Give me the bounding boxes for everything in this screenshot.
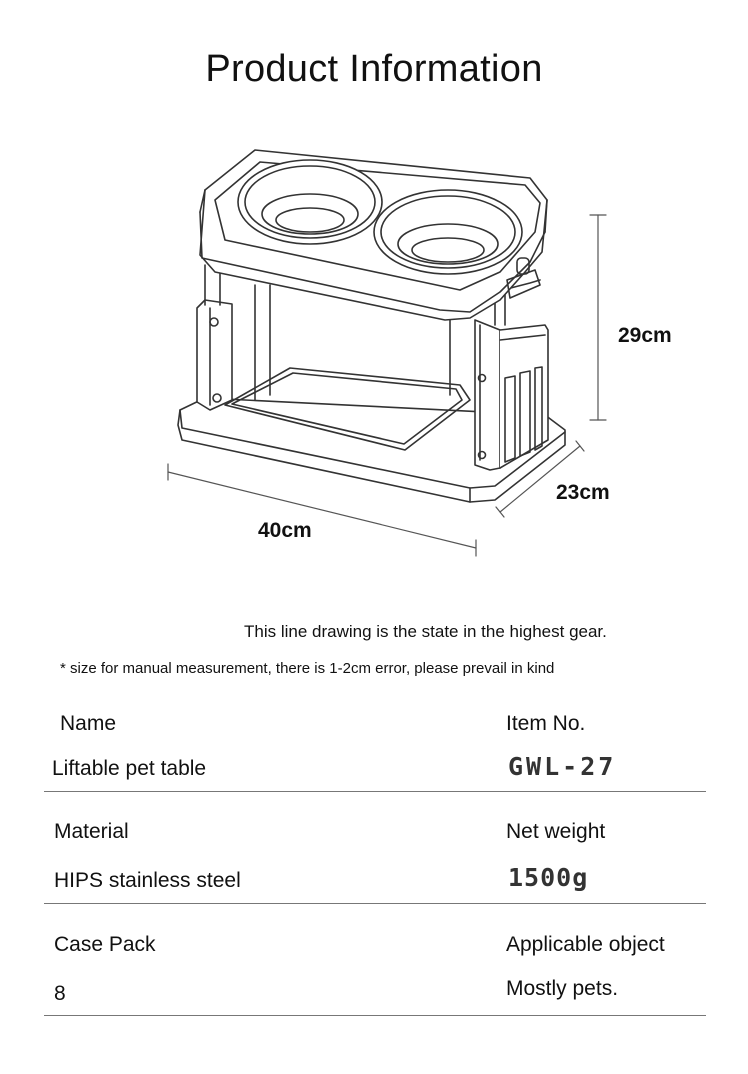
- case-pack-value: 8: [54, 982, 66, 1005]
- row-divider: [44, 791, 706, 792]
- applicable-object-value: Mostly pets.: [506, 977, 619, 1000]
- name-label: Name: [60, 712, 117, 735]
- applicable-object-label: Applicable object: [506, 933, 665, 956]
- case-pack-label: Case Pack: [54, 933, 156, 956]
- height-dimension-label: 29cm: [618, 324, 672, 347]
- name-value: Liftable pet table: [52, 757, 207, 780]
- width-dimension-label: 40cm: [258, 519, 312, 542]
- drawing-state-note: This line drawing is the state in the highest gear.: [244, 622, 607, 641]
- measurement-note: * size for manual measurement, there is 1-2cm error, please prevail in kind: [60, 660, 555, 677]
- item-no-value: GWL-27: [508, 752, 617, 781]
- row-divider: [44, 1015, 706, 1016]
- material-value: HIPS stainless steel: [54, 869, 241, 892]
- row-divider: [44, 903, 706, 904]
- net-weight-value: 1500g: [508, 863, 589, 892]
- net-weight-label: Net weight: [506, 820, 606, 843]
- page-title: Product Information: [205, 48, 543, 90]
- depth-dimension-label: 23cm: [556, 481, 610, 504]
- item-no-label: Item No.: [506, 712, 586, 735]
- material-label: Material: [54, 820, 129, 843]
